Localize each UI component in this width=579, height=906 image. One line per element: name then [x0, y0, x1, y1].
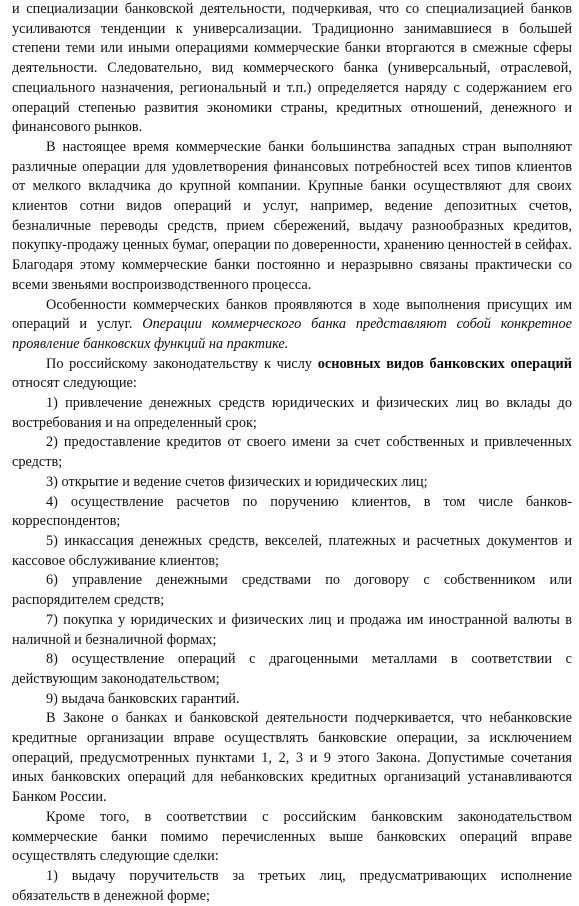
paragraph-16: [12, 867, 572, 906]
paragraph-5: [12, 394, 572, 433]
paragraph-8: [12, 493, 572, 532]
bold-text: основных видов банковских операций: [317, 355, 572, 372]
text-run: Особенности коммерческих банков проявляются в ходе выполнения присущих им операций и услуг.: [12, 296, 572, 333]
text-run: 9) выдача банковских гарантий.: [46, 690, 240, 707]
paragraph-15: [12, 808, 572, 867]
paragraph-2: [12, 138, 572, 296]
text-run: 1) выдачу поручительств за третьих лиц, предусматривающих исполнение обязательств в денежной форме;: [12, 867, 572, 904]
italic-text: Операции коммерческого банка представляют собой конкретное проявление банковских функций на практике.: [12, 316, 572, 352]
text-run: По российскому законодательству к числу: [46, 355, 318, 372]
text-run: 6) управление денежными средствами по договору с собственником или распорядителем средств;: [12, 572, 572, 609]
text-run: и специализации банковской деятельности, подчеркивая, что со специализацией банков усиливаются тенденции к универсализации. Традиционно занимавшиеся в большей степени теми или иными операциями коммерческие банки вторгаются в смежные сферы деятельности. Следовательно, вид коммерческого банка (универсальный, отраслевой, специального назначения, региональный и т.п.) определяется наряду с содержанием его операций степенью развития экономики страны, кредитных отношений, денежного и финансового рынков.: [12, 1, 572, 136]
paragraph-9: [12, 532, 572, 571]
paragraph-6: [12, 433, 572, 472]
document-page: [12, 0, 572, 906]
paragraph-7: [12, 473, 572, 493]
text-run: В Законе о банках и банковской деятельности подчеркивается, что небанковские кредитные организации вправе осуществлять банковские операции, за исключением операций, предусмотренных пунктами 1, 2, 3 и 9 этого Закона. Допустимые сочетания иных банковских операций для небанковских кредитных организаций устанавливаются Банком России.: [12, 710, 572, 806]
paragraph-10: [12, 571, 572, 610]
paragraph-13: [12, 690, 572, 710]
text-run: 2) предоставление кредитов от своего имени за счет собственных и привлеченных средств;: [12, 434, 572, 471]
text-run: 3) открытие и ведение счетов физических и юридических лиц;: [46, 473, 428, 490]
paragraph-3: [12, 296, 572, 355]
paragraph-14: [12, 709, 572, 808]
paragraph-4: [12, 355, 572, 394]
paragraph-11: [12, 611, 572, 650]
text-run: Кроме того, в соответствии с российским банковским законодательством коммерческие банки помимо перечисленных выше банковских операций вправе осуществлять следующие сделки:: [12, 808, 572, 865]
text-run: относят следующие:: [12, 375, 137, 392]
text-run: 4) осуществление расчетов по поручению клиентов, в том числе банков-корреспондентов;: [12, 493, 572, 530]
text-run: 5) инкассация денежных средств, векселей, платежных и расчетных документов и кассовое обслуживание клиентов;: [12, 532, 572, 569]
text-run: 8) осуществление операций с драгоценными металлами в соответствии с действующим законодательством;: [12, 651, 572, 687]
text-run: 1) привлечение денежных средств юридических и физических лиц во вклады до востребования и на определенный срок;: [12, 395, 572, 431]
text-run: В настоящее время коммерческие банки большинства западных стран выполняют различные операции для удовлетворения финансовых потребностей всех типов клиентов от мелкого вкладчика до крупной компании. Крупные банки осуществляют для своих клиентов сотни видов операций и услуг, например, ведение депозитных счетов, безналичные переводы средств, прием сбережений, выдачу разнообразных кредитов, покупку-продажу ценных бумаг, операции по доверенности, хранению ценностей в сейфах. Благодаря этому коммерческие банки постоянно и неразрывно связаны практически со всеми звеньями воспроизводственного процесса.: [12, 138, 572, 293]
paragraph-12: [12, 650, 572, 689]
paragraph-1: [12, 0, 572, 138]
text-run: 7) покупка у юридических и физических лиц и продажа им иностранной валюты в наличной и безналичной формах;: [12, 611, 572, 648]
